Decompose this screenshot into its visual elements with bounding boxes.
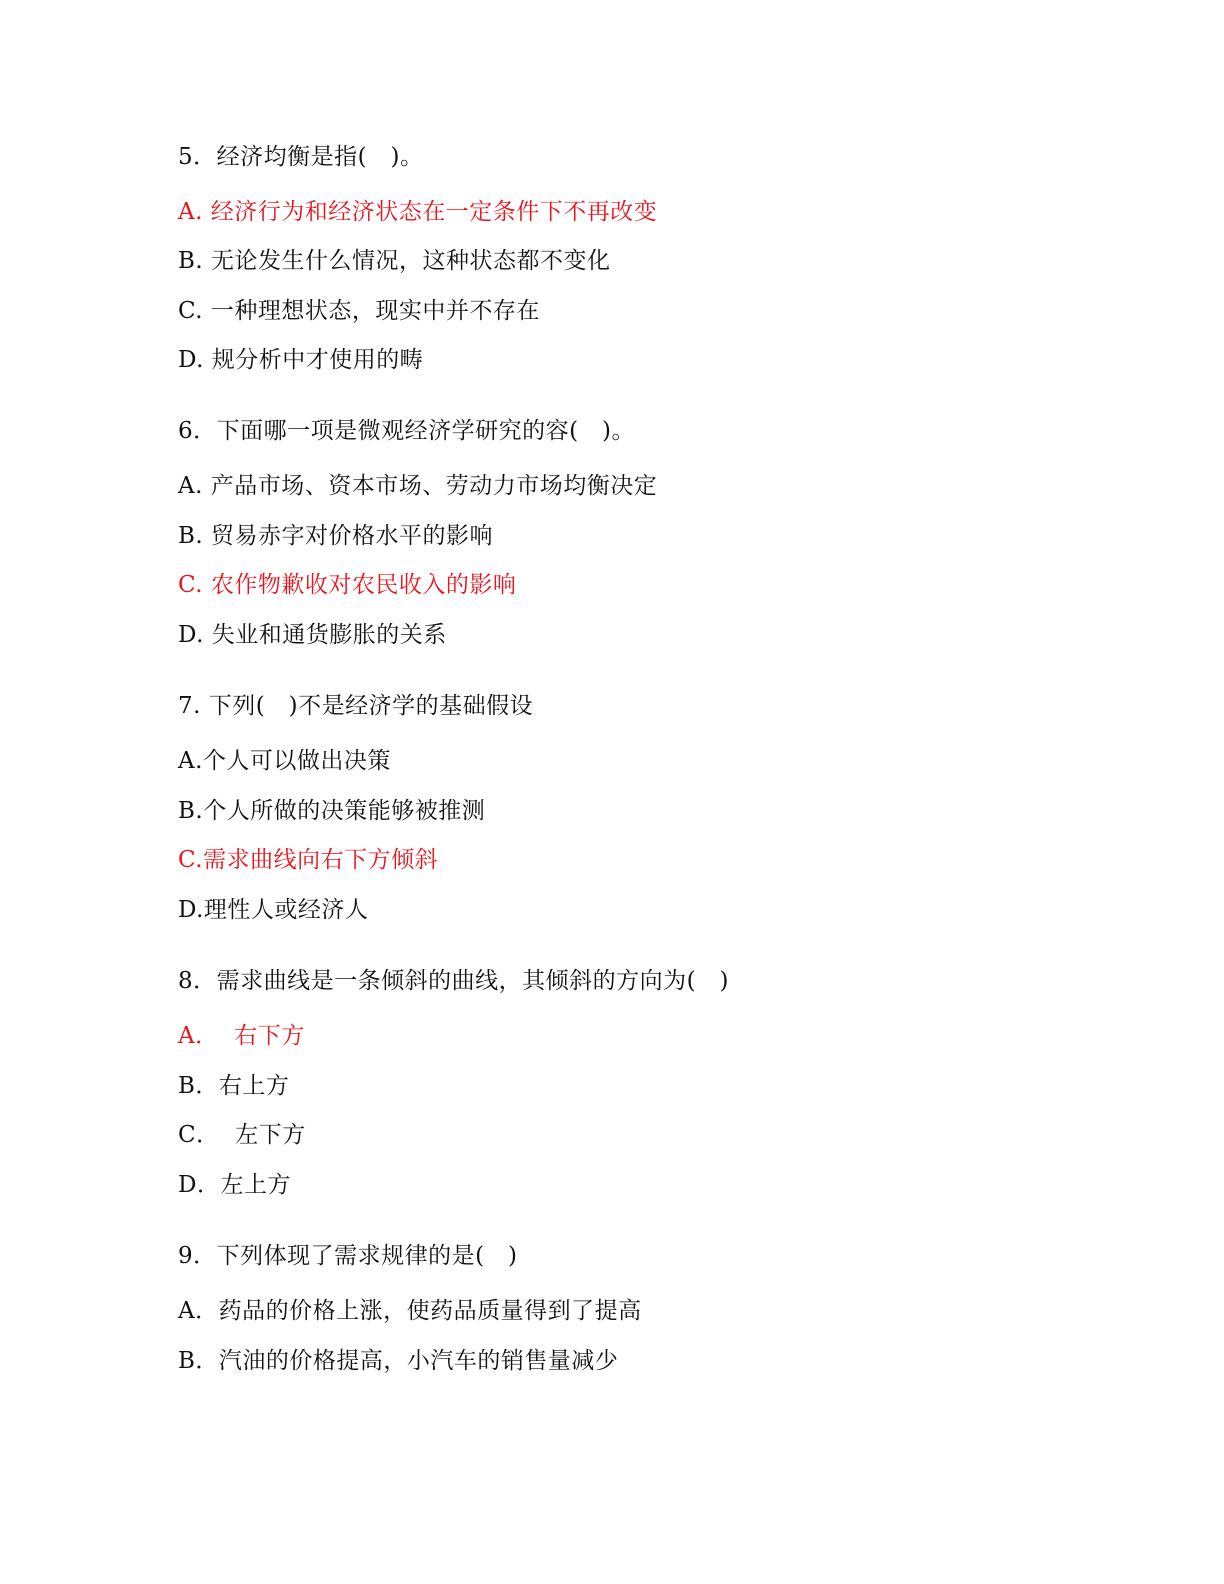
question-5-option-c: C. 一种理想状态，现实中并不存在 bbox=[178, 298, 540, 324]
question-5-option-b: B. 无论发生什么情况，这种状态都不变化 bbox=[178, 248, 611, 274]
question-8-stem: 8．需求曲线是一条倾斜的曲线，其倾斜的方向为( ) bbox=[178, 968, 730, 994]
question-5-option-a: A. 经济行为和经济状态在一定条件下不再改变 bbox=[178, 199, 658, 225]
question-6-option-c: C. 农作物歉收对农民收入的影响 bbox=[178, 572, 517, 598]
question-7-option-a: A.个人可以做出决策 bbox=[178, 748, 391, 774]
question-7-option-c: C.需求曲线向右下方倾斜 bbox=[178, 847, 439, 873]
question-7-stem: 7. 下列( )不是经济学的基础假设 bbox=[178, 693, 534, 719]
question-6-option-a: A. 产品市场、资本市场、劳动力市场均衡决定 bbox=[178, 473, 658, 499]
question-7-option-b: B.个人所做的决策能够被推测 bbox=[178, 798, 486, 824]
question-5-option-d: D. 规分析中才使用的畴 bbox=[178, 347, 424, 373]
question-8-option-c: C． 左下方 bbox=[178, 1122, 306, 1148]
question-7-option-d: D.理性人或经济人 bbox=[178, 897, 369, 923]
question-6-option-d: D. 失业和通货膨胀的关系 bbox=[178, 622, 447, 648]
question-6-stem: 6．下面哪一项是微观经济学研究的容( )。 bbox=[178, 418, 636, 444]
question-8-option-d: D．左上方 bbox=[178, 1172, 291, 1198]
question-9-option-b: B．汽油的价格提高，小汽车的销售量减少 bbox=[178, 1348, 619, 1374]
question-9-option-a: A．药品的价格上涨，使药品质量得到了提高 bbox=[178, 1298, 642, 1324]
question-9-stem: 9．下列体现了需求规律的是( ) bbox=[178, 1243, 518, 1269]
question-6-option-b: B. 贸易赤字对价格水平的影响 bbox=[178, 523, 494, 549]
question-5-stem: 5．经济均衡是指( )。 bbox=[178, 144, 424, 170]
question-8-option-a: A． 右下方 bbox=[178, 1023, 305, 1049]
question-8-option-b: B．右上方 bbox=[178, 1073, 290, 1099]
